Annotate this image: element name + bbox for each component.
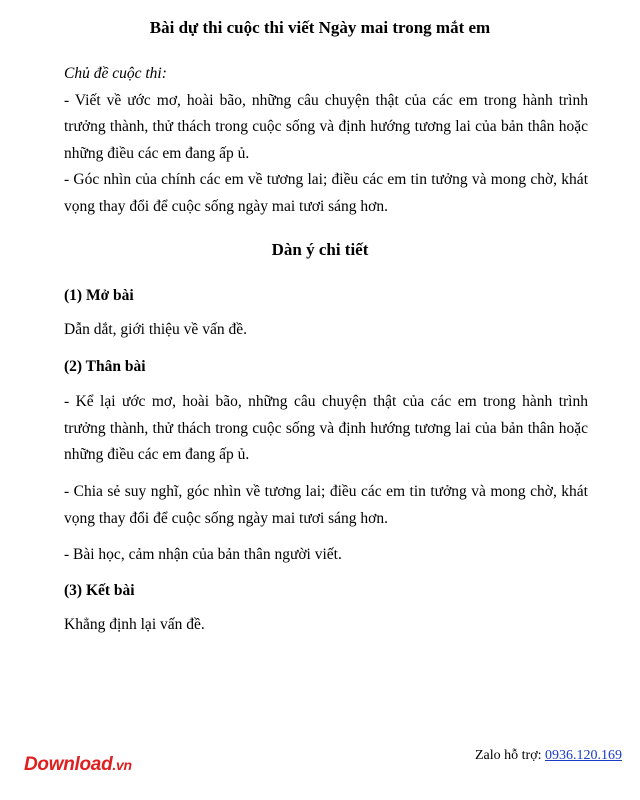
section-paragraph: Dẫn dắt, giới thiệu về vấn đề. — [64, 321, 247, 338]
zalo-support — [475, 748, 622, 764]
section-paragraph: Khẳng định lại vấn đề. — [64, 616, 205, 633]
page-footer — [0, 740, 640, 790]
topic-item: - Góc nhìn của chính các em về tương lai; điều các em tin tưởng và mong chờ, khát vọng thay đổi để cuộc sống ngày mai tươi sáng hơn. — [64, 171, 588, 215]
section-heading-body: (2) Thân bài — [64, 358, 146, 375]
section-heading-conclusion: (3) Kết bài — [64, 582, 135, 599]
section-paragraph: - Chia sẻ suy nghĩ, góc nhìn về tương lai; điều các em tin tưởng và mong chờ, khát vọng thay đổi để cuộc sống ngày mai tươi sáng hơn. — [64, 483, 588, 527]
topic-item: - Viết về ước mơ, hoài bão, những câu chuyện thật của các em trong hành trình trưởng thành, thử thách trong cuộc sống và định hướng tương lai của bản thân hoặc những điều các em đang ấp ủ. — [64, 91, 588, 162]
document-title: Bài dự thi cuộc thi viết Ngày mai trong mắt em — [149, 18, 491, 37]
logo-tld: .vn — [112, 757, 132, 773]
logo-text: Download — [24, 754, 113, 775]
topic-block — [64, 61, 588, 220]
section-paragraph: - Bài học, cảm nhận của bản thân người viết. — [64, 546, 342, 563]
section-heading-intro: (1) Mở bài — [64, 287, 134, 304]
outline-heading: Dàn ý chi tiết — [271, 240, 369, 259]
download-logo[interactable] — [24, 754, 132, 776]
topic-label: Chủ đề cuộc thi: — [64, 65, 167, 82]
support-phone-link[interactable]: 0936.120.169 — [545, 748, 622, 763]
section-paragraph: - Kể lại ước mơ, hoài bão, những câu chuyện thật của các em trong hành trình trưởng thành, thử thách trong cuộc sống và định hướng tương lai của bản thân hoặc những điều các em đang ấp ủ. — [64, 393, 588, 463]
support-label: Zalo hỗ trợ: — [475, 748, 545, 763]
